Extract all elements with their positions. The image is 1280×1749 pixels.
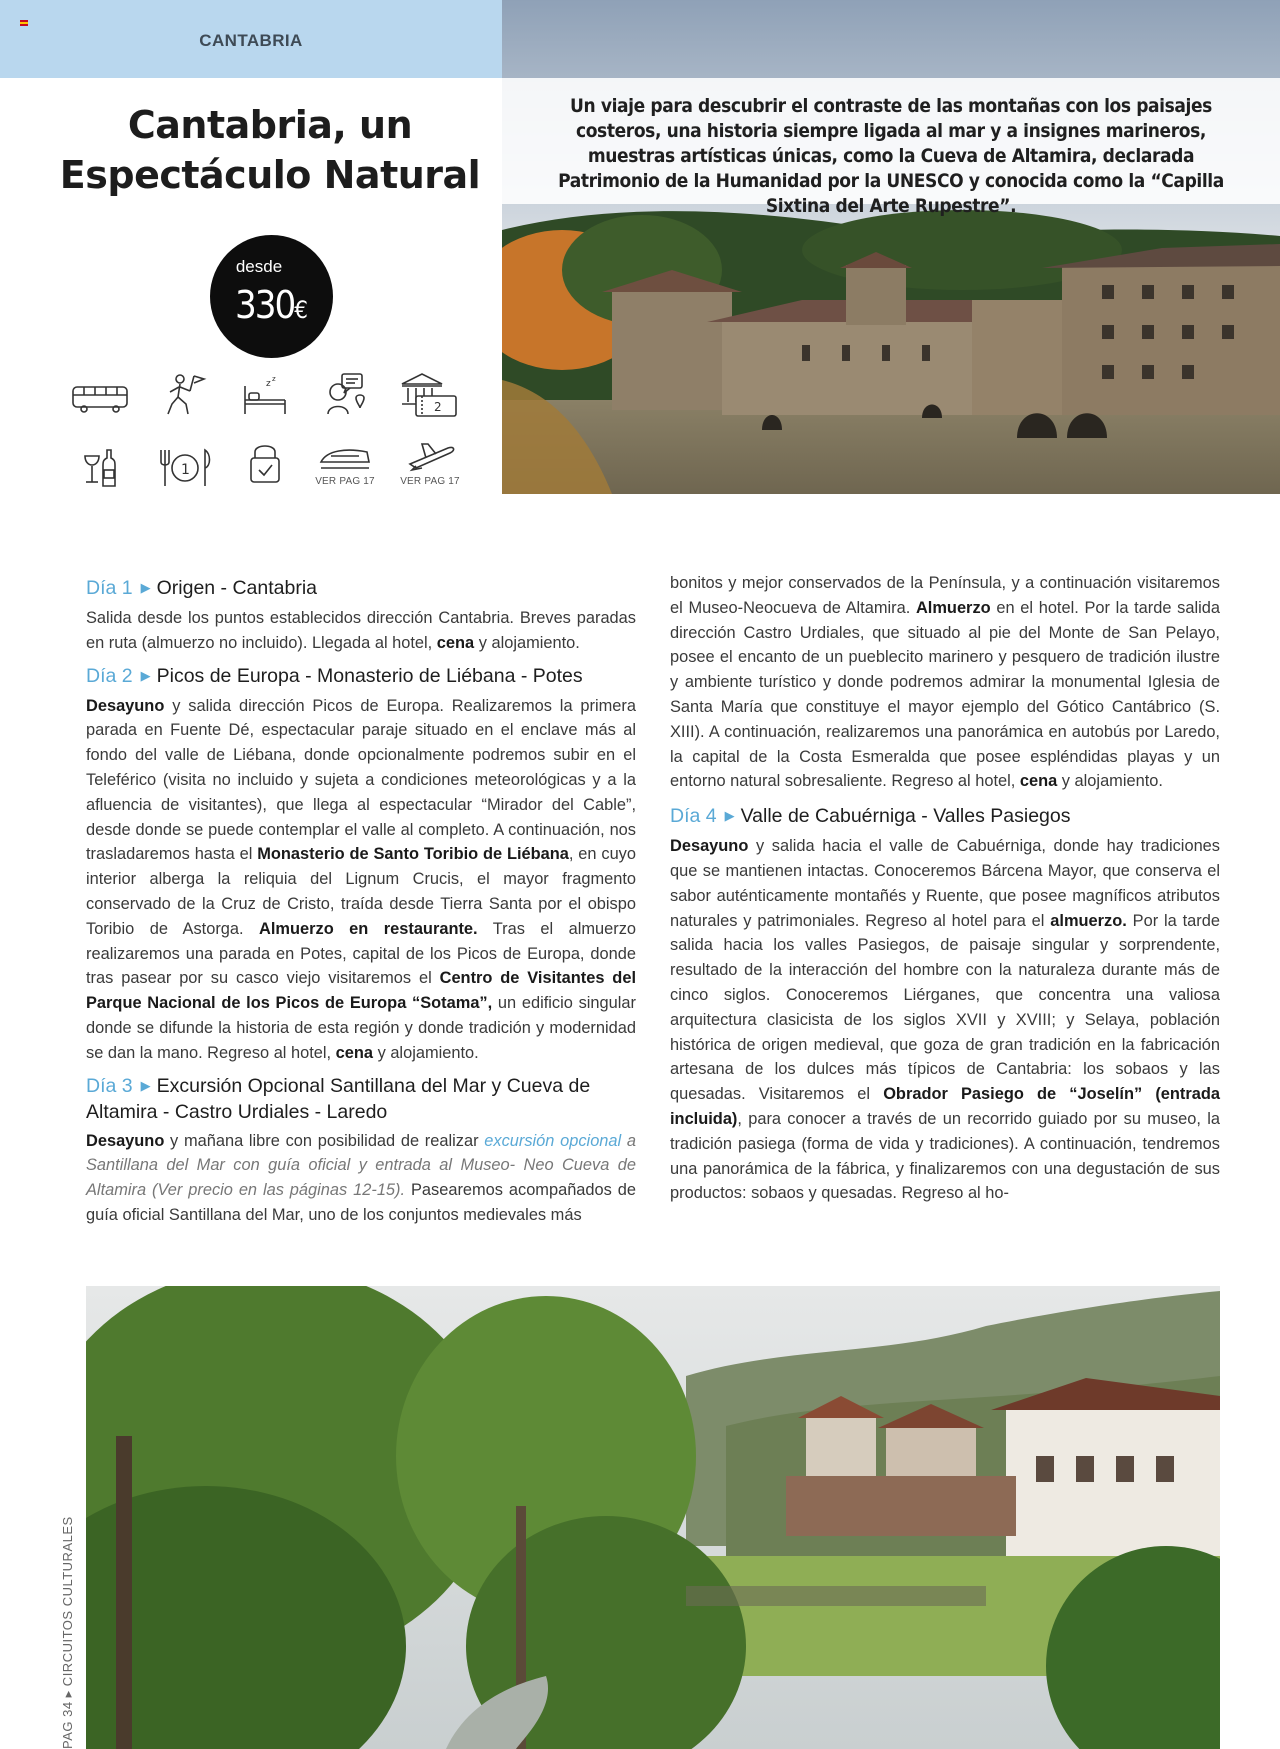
meal-icon — [145, 446, 225, 508]
monastery-photo — [502, 0, 1280, 494]
hotel-bed-icon — [225, 374, 305, 436]
train-icon: VER PAG 17 — [305, 442, 385, 504]
day-1-text: Salida desde los puntos establecidos dirección Cantabria. Breves paradas en ruta (almuerzo no incluido). Llegada al hotel, cena y alojamiento. — [86, 609, 636, 652]
svg-text:z: z — [266, 379, 271, 389]
valley-village-photo — [86, 1286, 1220, 1749]
hiking-icon — [145, 370, 225, 432]
day-3-text-continued: bonitos y mejor conservados de la Península, y a continuación visitaremos el Museo-Neocueva de Altamira. Almuerzo en el hotel. Por la tarde salida dirección Castro Urdiales, que situado al pie del Monte de San Pelayo, posee el encanto de un pueblecito marinero y pesquero de tradición ilustre y ambiente turístico y donde podremos admirar la monumental Iglesia de Santa María que constituye el mayor ejemplo del Gótico Cantábrico (S. XIII). A continuación, realizaremos una panorámica en autobús por Laredo, la capital de la Costa Esmeralda que posee espléndidas playas y un entorno natural sobresaliente. Regreso al hotel, cena y alojamiento. — [670, 574, 1220, 791]
day-2-text: Desayuno y salida dirección Picos de Europa. Realizaremos la primera parada en Fuente Dé, espectacular paraje situado en el enclave más al fondo del valle de Liébana, donde opcionalmente podremos subir en el Teleférico (visita no incluido y sujeta a condiciones meteorológicas y a la afluencia de visitantes), que llega al espectacular “Mirador del Cable”, desde donde se puede contemplar el valle al completo. A continuación, nos trasladaremos hasta el Monasterio de Santo Toribio de Liébana, en cuyo interior alberga la reliquia del Lignum Crucis, el mayor fragmento conservado de la Cruz de Cristo, traída desde Tierra Santa por el obispo Toribio de Astorga. Almuerzo en restaurante. Tras el almuerzo realizaremos una parada en Potes, capital de los Picos de Europa, donde tras pasear por su casco viejo visitaremos el Centro de Visitantes del Parque Nacional de los Picos de Europa “Sotama”, un edificio singular donde se difunde la historia de esta región y donde tradición y modernidad se dan la mano. Regreso al hotel, cena y alojamiento. — [86, 696, 637, 1062]
intro-box — [502, 78, 1280, 217]
chevron-right-icon: ▶ — [140, 1077, 151, 1093]
chevron-right-icon: ▶ — [140, 580, 151, 595]
day-4-heading: Día 4 ▶ Valle de Cabuérniga - Valles Pasiegos — [670, 805, 1071, 828]
day-3-text: Desayuno y mañana libre con posibilidad de realizar excursión opcional a Santillana del Mar con guía oficial y entrada al Museo- Neo Cueva de Altamira (Ver precio en las páginas 12-15). Pasearemos acompañados de guía oficial Santillana del Mar, uno de los conjuntos medievales más — [86, 1131, 637, 1224]
region-band — [0, 0, 502, 78]
plane-icon: VER PAG 17 — [390, 440, 470, 502]
intro-text: Un viaje para descubrir el contraste de las montañas con los paisajes costeros, una historia siempre ligada al mar y a insignes marineros, muestras artísticas únicas, como la Cueva de Altamira, declarada Patrimonio de la Humanidad por la UNESCO y conocida como la “Capilla Sixtina del Arte Rupestre”. — [558, 95, 1224, 217]
price-prefix: desde — [235, 257, 283, 276]
bus-icon — [60, 382, 140, 444]
day-4-text: Desayuno y salida hacia el valle de Cabuérniga, donde hay tradiciones que se mantienen intactas. Conoceremos Bárcena Mayor, que conserva el sabor auténticamente montañés y Ruente, que posee magníficos atributos naturales y patrimoniales. Regreso al hotel para el almuerzo. Por la tarde salida hacia los valles Pasiegos, de paisaje singular y sorprendente, resultado de la interacción del hombre con la naturaleza durante más de cinco siglos. Conoceremos Liérganes, que concentra una valiosa arquitectura clasicista de los siglos XVII y XVIII; y Selaya, población histórica de origen medieval, que goza de gran tradición en la fabricación artesana de los dulces más típicos de Cantabria: los sobaos y las quesadas. Visitaremos el Obrador Pasiego de “Joselín” (entrada incluida), para conocer a través de un recorrido guiado por su museo, la tradición pasiega (forma de vida y tradiciones). A continuación, tendremos una panorámica de la fábrica, y finalizaremos con una degustación de sus productos: sobaos y quesadas. Regreso al ho- — [670, 837, 1220, 1203]
optional-excursion-link[interactable]: excursión opcional — [484, 1131, 622, 1150]
itinerary-left-column — [86, 568, 636, 1228]
museum-tickets-icon — [390, 370, 470, 432]
page-footer-label: PAG 34 ▸ CIRCUITOS CULTURALES — [60, 1516, 75, 1749]
region-name: CANTABRIA — [199, 31, 303, 50]
insurance-lock-icon — [225, 440, 305, 502]
chevron-right-icon: ▶ — [724, 808, 735, 824]
spain-flag-icon — [20, 20, 28, 26]
svg-text:2: 2 — [434, 400, 442, 414]
price-badge — [210, 235, 333, 358]
guide-icon — [305, 370, 385, 432]
wine-icon — [60, 446, 140, 508]
day-2-heading: Día 2 ▶ Picos de Europa - Monasterio de Liébana - Potes — [86, 664, 583, 687]
svg-text:1: 1 — [181, 462, 190, 478]
svg-text:z: z — [272, 375, 276, 383]
day-1-heading: Día 1 ▶ Origen - Cantabria — [86, 577, 318, 599]
chevron-right-icon: ▶ — [140, 667, 151, 683]
itinerary-right-column — [670, 571, 1220, 1206]
page-title: Cantabria, un Espectáculo Natural — [59, 103, 481, 197]
day-3-heading: Día 3 ▶ Excursión Opcional Santillana del Mar y Cueva de Altamira - Castro Urdiales - Laredo — [86, 1074, 591, 1123]
price-amount: 330€ — [235, 283, 308, 327]
